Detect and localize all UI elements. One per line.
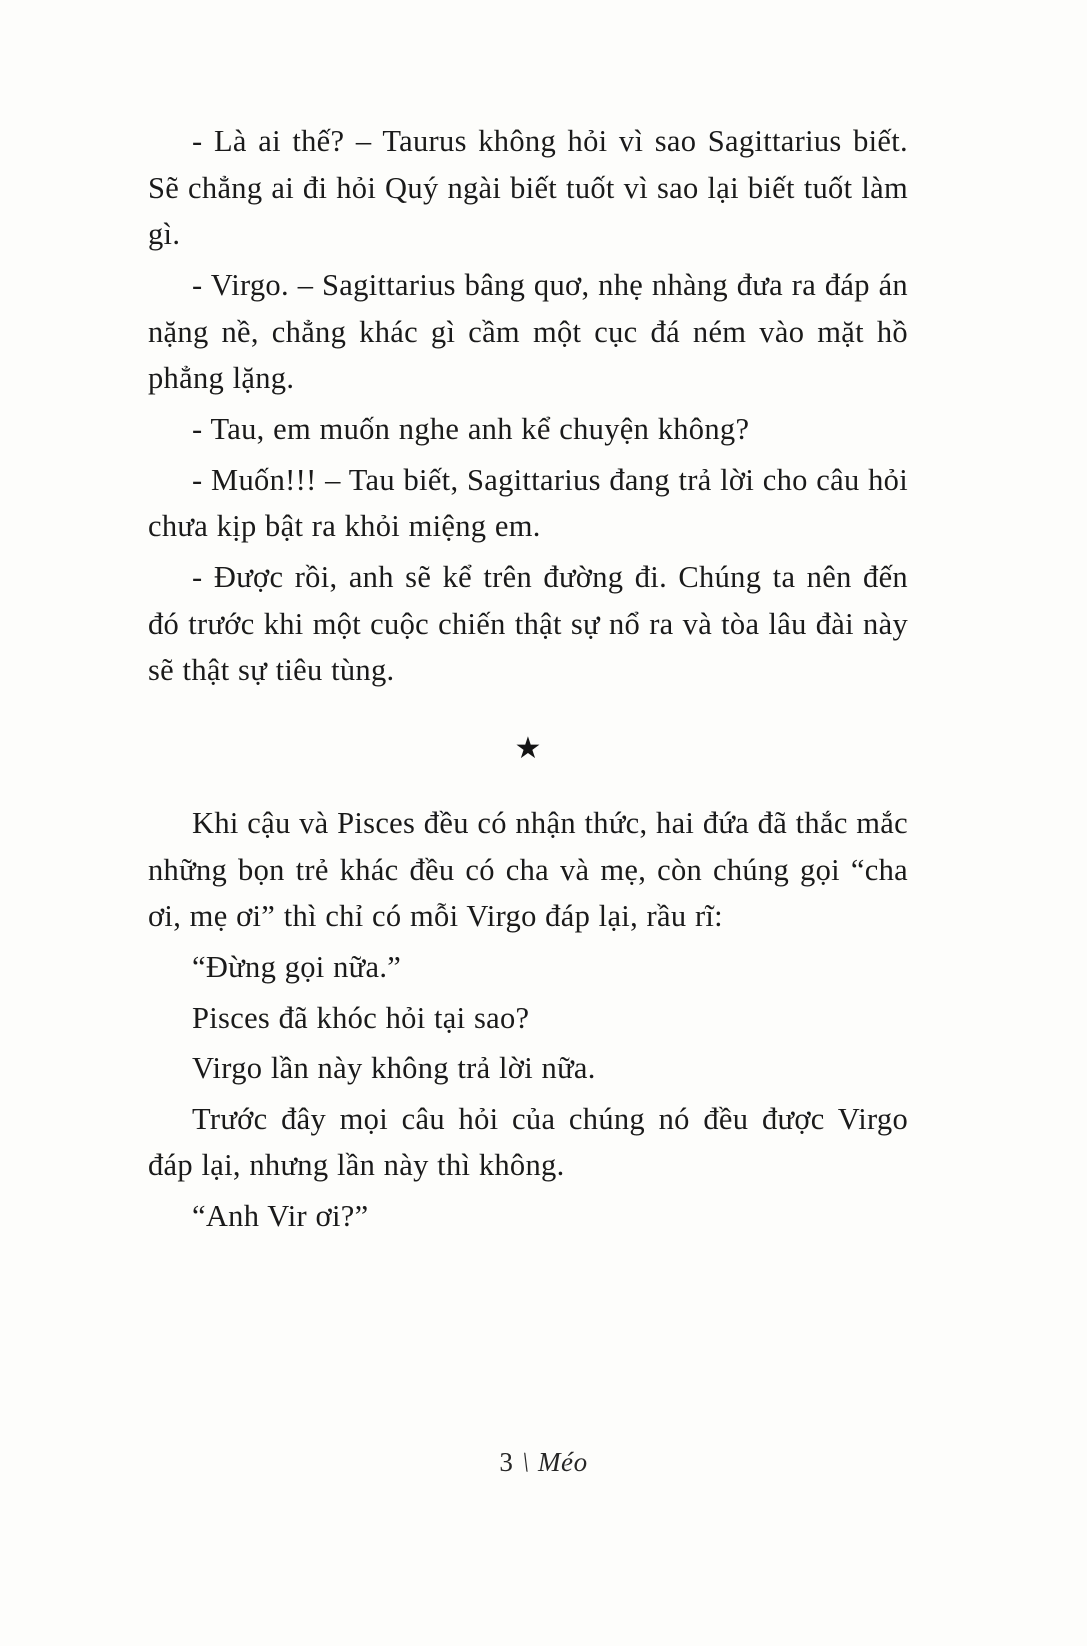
paragraph: Pisces đã khóc hỏi tại sao? bbox=[192, 1000, 530, 1035]
page-footer bbox=[0, 1447, 1087, 1478]
paragraph: - Được rồi, anh sẽ kể trên đường đi. Chúng ta nên đến đó trước khi một cuộc chiến thật sự nổ ra và tòa lâu đài này sẽ thật sự tiêu tùng. bbox=[148, 559, 908, 688]
body-text-column bbox=[148, 118, 908, 1244]
paragraph: “Anh Vir ơi?” bbox=[192, 1199, 369, 1234]
footer-brand: Méo bbox=[538, 1447, 588, 1477]
paragraph: Khi cậu và Pisces đều có nhận thức, hai đứa đã thắc mắc những bọn trẻ khác đều có cha và mẹ, còn chúng gọi “cha ơi, mẹ ơi” thì chỉ có mỗi Virgo đáp lại, rầu rĩ: bbox=[148, 805, 908, 934]
paragraph: - Muốn!!! – Tau biết, Sagittarius đang trả lời cho câu hỏi chưa kịp bật ra khỏi miệng em. bbox=[148, 462, 908, 544]
paragraph: - Là ai thế? – Taurus không hỏi vì sao Sagittarius biết. Sẽ chẳng ai đi hỏi Quý ngài biết tuốt vì sao lại biết tuốt làm gì. bbox=[148, 124, 908, 252]
page-number: 3 bbox=[499, 1447, 515, 1477]
paragraph: - Virgo. – Sagittarius bâng quơ, nhẹ nhàng đưa ra đáp án nặng nề, chẳng khác gì cầm một cục đá ném vào mặt hồ phẳng lặng. bbox=[148, 267, 908, 396]
paragraph: - Tau, em muốn nghe anh kể chuyện không? bbox=[192, 411, 750, 446]
paragraph: Virgo lần này không trả lời nữa. bbox=[192, 1051, 596, 1086]
footer-separator: \ bbox=[518, 1446, 533, 1478]
section-divider-star-icon: ★ bbox=[514, 731, 542, 765]
paragraph: “Đừng gọi nữa.” bbox=[192, 949, 402, 984]
paragraph: Trước đây mọi câu hỏi của chúng nó đều được Virgo đáp lại, nhưng lần này thì không. bbox=[148, 1101, 908, 1183]
